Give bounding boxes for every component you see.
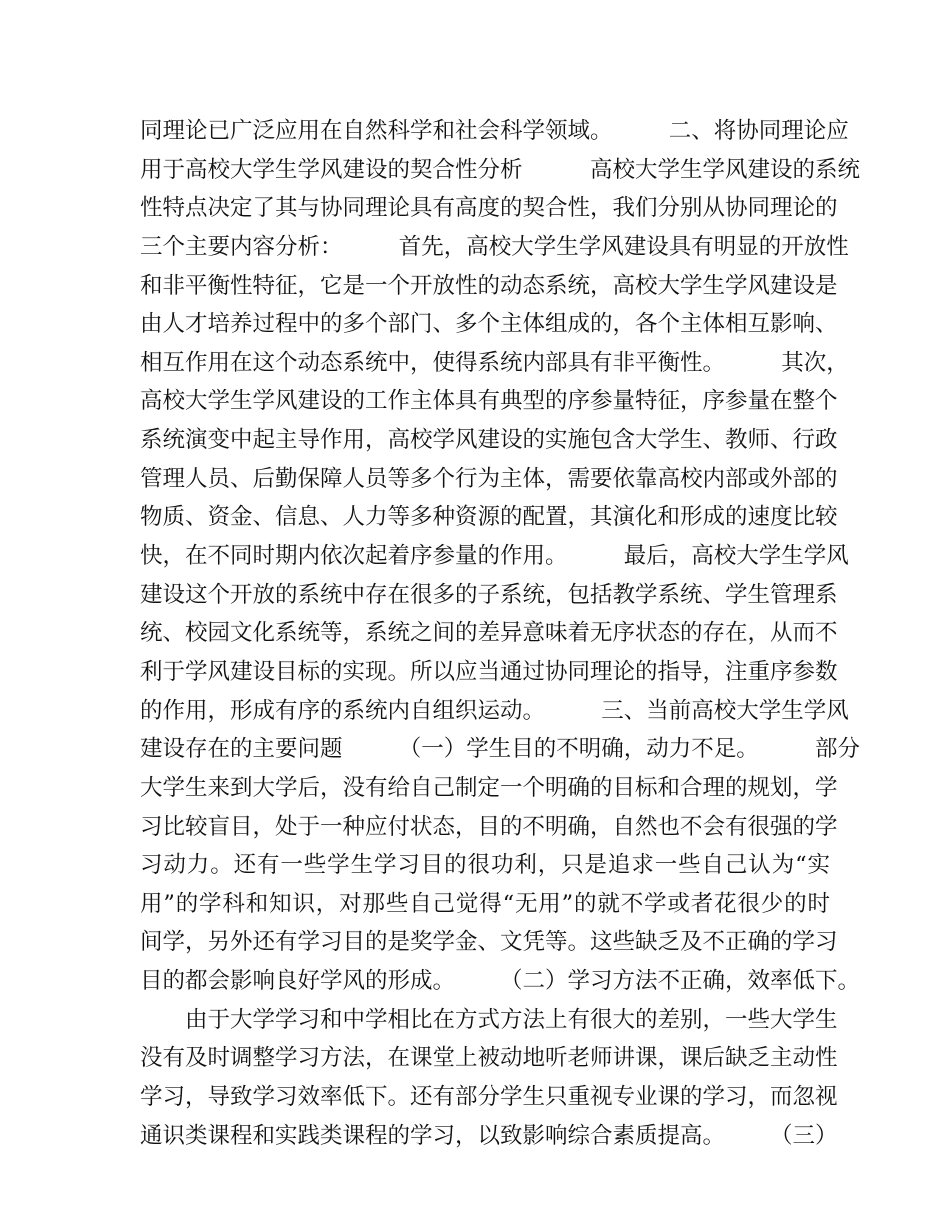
text-line: 物质、资金、信息、人力等多种资源的配置，其演化和形成的速度比较 [140,504,838,531]
body-text [140,112,861,1155]
text-line: 大学生来到大学后，没有给自己制定一个明确的目标和合理的规划，学 [140,774,838,801]
text-line: 性特点决定了其与协同理论具有高度的契合性，我们分别从协同理论的 [140,195,838,222]
text-line: 目的都会影响良好学风的形成。 （二）学习方法不正确，效率低下。 [140,968,861,995]
text-line: 用于高校大学生学风建设的契合性分析 高校大学生学风建设的系统 [140,156,861,183]
text-line: 由人才培养过程中的多个部门、多个主体组成的，各个主体相互影响、 [140,311,838,338]
text-line: 快，在不同时期内依次起着序参量的作用。 最后，高校大学生学风 [140,543,849,570]
text-line: 三个主要内容分析： 首先，高校大学生学风建设具有明显的开放性 [140,233,849,260]
text-line: 由于大学学习和中学相比在方式方法上有很大的差别，一些大学生 [140,1006,838,1033]
text-line: 统、校园文化系统等，系统之间的差异意味着无序状态的存在，从而不 [140,620,838,647]
text-line: 习动力。还有一些学生学习目的很功利，只是追求一些自己认为“实 [140,852,830,879]
text-line: 学习，导致学习效率低下。还有部分学生只重视专业课的学习，而忽视 [140,1084,838,1111]
text-line: 和非平衡性特征，它是一个开放性的动态系统，高校大学生学风建设是 [140,272,838,299]
text-line: 相互作用在这个动态系统中，使得系统内部具有非平衡性。 其次， [140,349,849,376]
text-line: 间学，另外还有学习目的是奖学金、文凭等。这些缺乏及不正确的学习 [140,929,838,956]
text-line: 建设这个开放的系统中存在很多的子系统，包括教学系统、学生管理系 [140,581,838,608]
text-line: 同理论已广泛应用在自然科学和社会科学领域。 二、将协同理论应 [140,118,849,144]
text-line: 没有及时调整学习方法，在课堂上被动地听老师讲课，课后缺乏主动性 [140,1045,838,1072]
text-line: 高校大学生学风建设的工作主体具有典型的序参量特征，序参量在整个 [140,388,838,415]
text-line: 管理人员、后勤保障人员等多个行为主体，需要依靠高校内部或外部的 [140,465,838,492]
text-line: 习比较盲目，处于一种应付状态，目的不明确，自然也不会有很强的学 [140,813,838,840]
text-line: 通识类课程和实践类课程的学习，以致影响综合素质提高。 （三） [140,1122,838,1149]
text-line: 用”的学科和知识，对那些自己觉得“无用”的就不学或者花很少的时 [140,890,830,917]
text-line: 的作用，形成有序的系统内自组织运动。 三、当前高校大学生学风 [140,697,849,724]
text-line: 利于学风建设目标的实现。所以应当通过协同理论的指导，注重序参数 [140,658,838,685]
text-line: 建设存在的主要问题 （一）学生目的不明确，动力不足。 部分 [140,736,861,763]
text-line: 系统演变中起主导作用，高校学风建设的实施包含大学生、教师、行政 [140,427,838,454]
